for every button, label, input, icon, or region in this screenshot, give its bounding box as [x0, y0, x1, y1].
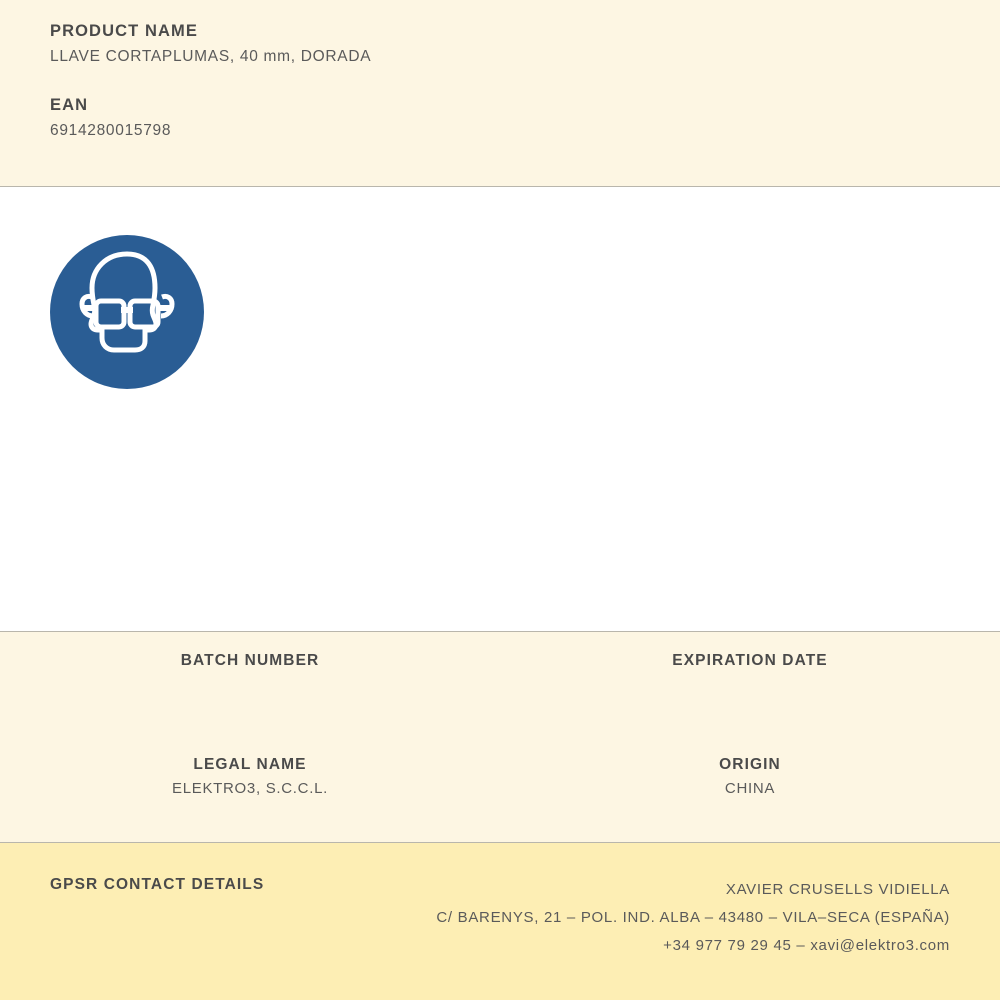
- batch-row: [0, 652, 1000, 694]
- ean-value: 6914280015798: [50, 122, 172, 139]
- ean-label: EAN: [50, 96, 89, 114]
- gpsr-contact-address: C/ BARENYS, 21 – POL. IND. ALBA – 43480 – VILA–SECA (ESPAÑA): [436, 909, 950, 926]
- batch-number-value: [0, 676, 500, 694]
- legal-footer-spacer: [0, 798, 1000, 824]
- batch-legal-spacer: [0, 694, 1000, 756]
- gpsr-contact-footer: [0, 843, 1000, 1000]
- origin-cell: [500, 756, 1000, 798]
- ean-group: [50, 96, 950, 140]
- origin-value: CHINA: [724, 780, 776, 797]
- wear-eye-protection-icon: [50, 235, 204, 389]
- gpsr-contact-details: [436, 861, 950, 960]
- product-name-value: LLAVE CORTAPLUMAS, 40 mm, DORADA: [50, 48, 372, 65]
- pictogram-area: [0, 187, 1000, 631]
- legal-name-value: ELEKTRO3, S.C.C.L.: [172, 780, 328, 797]
- legal-name-label: LEGAL NAME: [193, 756, 307, 773]
- expiration-date-label: EXPIRATION DATE: [672, 652, 828, 669]
- gpsr-contact-label: GPSR CONTACT DETAILS: [50, 876, 265, 893]
- product-name-group: [50, 22, 950, 66]
- gpsr-contact-phone-email: +34 977 79 29 45 – xavi@elektro3.com: [663, 937, 950, 954]
- origin-label: ORIGIN: [719, 756, 781, 773]
- batch-legal-block: [0, 632, 1000, 842]
- product-name-label: PRODUCT NAME: [50, 22, 198, 40]
- expiration-date-value: [500, 676, 1000, 694]
- legal-row: [0, 756, 1000, 798]
- gpsr-contact-name: XAVIER CRUSELLS VIDIELLA: [725, 881, 950, 898]
- product-identity-block: [0, 0, 1000, 186]
- expiration-date-cell: [500, 652, 1000, 694]
- batch-number-label: BATCH NUMBER: [180, 652, 320, 669]
- legal-name-cell: [0, 756, 500, 798]
- batch-number-cell: [0, 652, 500, 694]
